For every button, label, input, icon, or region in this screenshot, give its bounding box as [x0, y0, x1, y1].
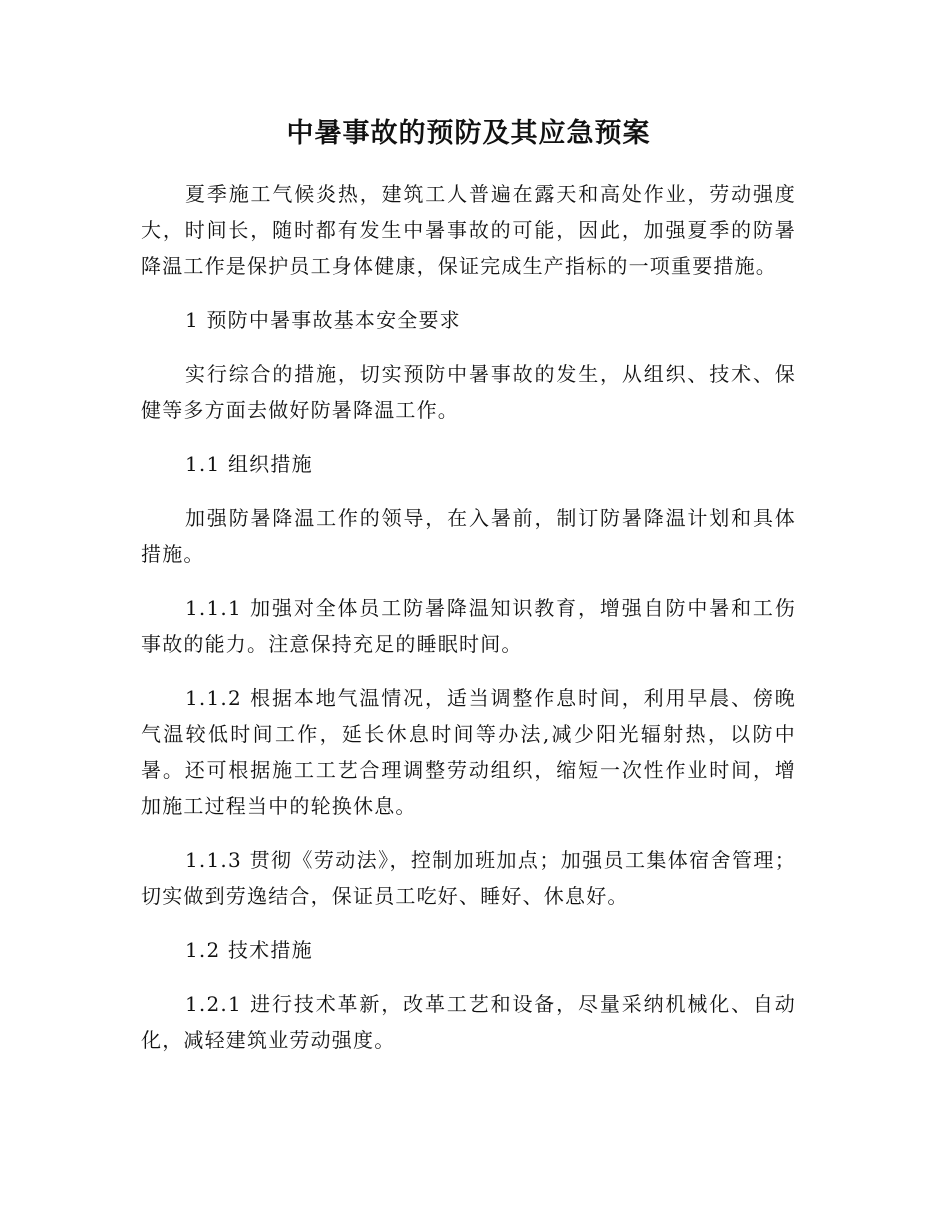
- item-1-2-1-paragraph: 1.2.1 进行技术革新，改革工艺和设备，尽量采纳机械化、自动化，减轻建筑业劳动强度。: [141, 992, 796, 1052]
- item-1-1-1-paragraph: 1.1.1 加强对全体员工防暑降温知识教育，增强自防中暑和工伤事故的能力。注意保持充足的睡眠时间。: [141, 596, 796, 656]
- section-1-paragraph: 实行综合的措施，切实预防中暑事故的发生，从组织、技术、保健等多方面去做好防暑降温工作。: [141, 362, 796, 422]
- intro-paragraph: 夏季施工气候炎热，建筑工人普遍在露天和高处作业，劳动强度大，时间长，随时都有发生中暑事故的可能，因此，加强夏季的防暑降温工作是保护员工身体健康，保证完成生产指标的一项重要措施。: [141, 182, 796, 278]
- item-1-1-3-paragraph: 1.1.3 贯彻《劳动法》，控制加班加点；加强员工集体宿舍管理；切实做到劳逸结合，保证员工吃好、睡好、休息好。: [141, 848, 796, 908]
- section-heading-1-1: 1.1 组织措施: [185, 452, 313, 476]
- section-1-1-paragraph: 加强防暑降温工作的领导，在入暑前，制订防暑降温计划和具体措施。: [141, 506, 796, 566]
- section-heading-1-2: 1.2 技术措施: [185, 938, 313, 962]
- section-heading-1: 1 预防中暑事故基本安全要求: [185, 308, 461, 332]
- document-content: [141, 112, 796, 1076]
- item-1-1-2-paragraph: 1.1.2 根据本地气温情况，适当调整作息时间，利用早晨、傍晚气温较低时间工作，延长休息时间等办法,减少阳光辐射热，以防中暑。还可根据施工工艺合理调整劳动组织，缩短一次性作业时间，增加施工过程当中的轮换休息。: [141, 686, 796, 818]
- document-title: 中暑事故的预防及其应急预案: [286, 118, 651, 149]
